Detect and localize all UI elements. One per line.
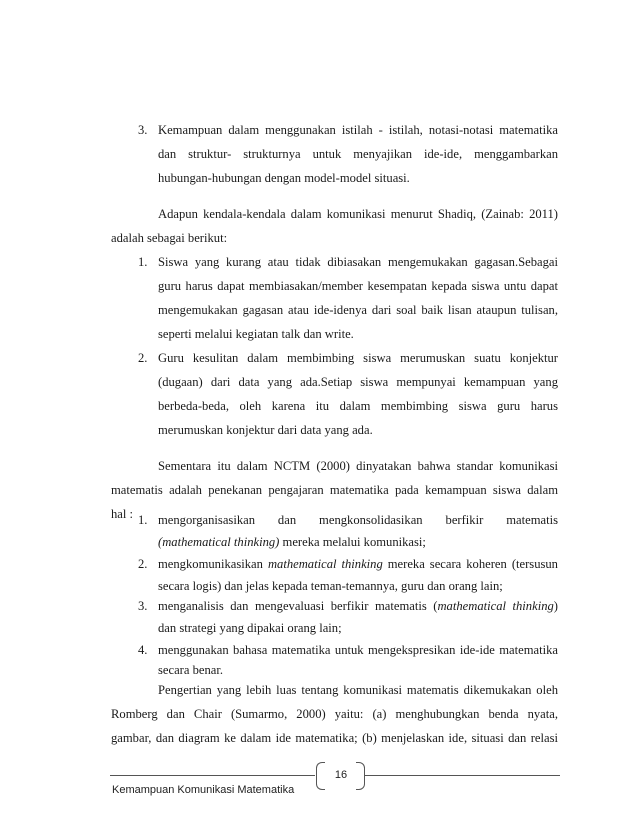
- text-line: [158, 598, 558, 614]
- footer-title: Kemampuan Komunikasi Matematika: [112, 784, 295, 796]
- text-line: matematis adalah penekanan pengajaran matematika pada kemampuan siswa dalam: [111, 483, 558, 497]
- text-segment: mereka melalui komunikasi;: [279, 535, 426, 549]
- text-line: dan strategi yang dipakai orang lain;: [158, 621, 342, 635]
- page-number-bracket-right: [356, 762, 365, 790]
- text-line: dan struktur- strukturnya untuk menyajikan ide-ide, menggambarkan: [158, 147, 558, 161]
- text-line: merumuskan konjektur dari data yang ada.: [158, 423, 373, 437]
- text-line: Kemampuan dalam menggunakan istilah - istilah, notasi-notasi matematika: [158, 123, 558, 137]
- list-number: 3.: [138, 123, 148, 137]
- text-line: (dugaan) dari data yang ada.Setiap siswa mempunyai kemampuan yang: [158, 375, 558, 389]
- text-line: Adapun kendala-kendala dalam komunikasi menurut Shadiq, (Zainab: 2011): [158, 207, 558, 221]
- footer-rule: [110, 775, 315, 776]
- text-line: mengorganisasikan dan mengkonsolidasikan berfikir matematis: [158, 513, 558, 527]
- text-line: Romberg dan Chair (Sumarmo, 2000) yaitu: (a) menghubungkan benda nyata,: [111, 707, 558, 721]
- italic-term: mathematical thinking: [437, 599, 554, 613]
- page-number-bracket-left: [316, 762, 325, 790]
- text-line: Siswa yang kurang atau tidak dibiasakan mengemukakan gagasan.Sebagai: [158, 255, 558, 269]
- text-line: hal :: [111, 507, 134, 521]
- text-line: hubungan-hubungan dengan model-model situasi.: [158, 171, 410, 185]
- italic-term: (mathematical thinking): [158, 535, 280, 549]
- text-line: guru harus dapat membiasakan/member kesempatan kepada siswa untu dapat: [158, 279, 558, 293]
- italic-term: mathematical thinking: [267, 557, 383, 571]
- list-number: 2.: [138, 351, 148, 365]
- footer-rule: [364, 775, 560, 776]
- text-line: [158, 556, 558, 572]
- list-number: 1.: [138, 255, 148, 269]
- text-line: berbeda-beda, oleh karena itu dalam membimbing siswa guru harus: [158, 399, 558, 413]
- text-line: [158, 534, 426, 550]
- list-number: 4.: [138, 643, 148, 657]
- list-number: 2.: [138, 557, 148, 571]
- list-number: 3.: [138, 599, 148, 613]
- text-segment: mereka secara koheren (tersusun: [382, 557, 558, 571]
- text-segment: ): [553, 599, 558, 613]
- text-line: secara logis) dan jelas kepada teman-temannya, guru dan orang lain;: [158, 579, 503, 593]
- text-line: menggunakan bahasa matematika untuk mengekspresikan ide-ide matematika: [158, 643, 558, 657]
- text-line: Guru kesulitan dalam membimbing siswa merumuskan suatu konjektur: [158, 351, 558, 365]
- text-line: secara benar.: [158, 663, 224, 677]
- list-number: 1.: [138, 513, 148, 527]
- text-line: adalah sebagai berikut:: [111, 231, 228, 245]
- text-segment: menganalisis dan mengevaluasi berfikir matematis (: [158, 599, 438, 613]
- text-line: seperti melalui kegiatan talk dan write.: [158, 327, 354, 341]
- text-line: Sementara itu dalam NCTM (2000) dinyatakan bahwa standar komunikasi: [158, 459, 558, 473]
- text-line: gambar, dan diagram ke dalam ide matematika; (b) menjelaskan ide, situasi dan relasi: [111, 731, 558, 745]
- text-line: Pengertian yang lebih luas tentang komunikasi matematis dikemukakan oleh: [158, 683, 558, 697]
- text-line: mengemukakan gagasan atau ide-idenya dari soal baik lisan ataupun tulisan,: [158, 303, 558, 317]
- text-segment: mengkomunikasikan: [158, 557, 268, 571]
- page-number: 16: [334, 769, 348, 781]
